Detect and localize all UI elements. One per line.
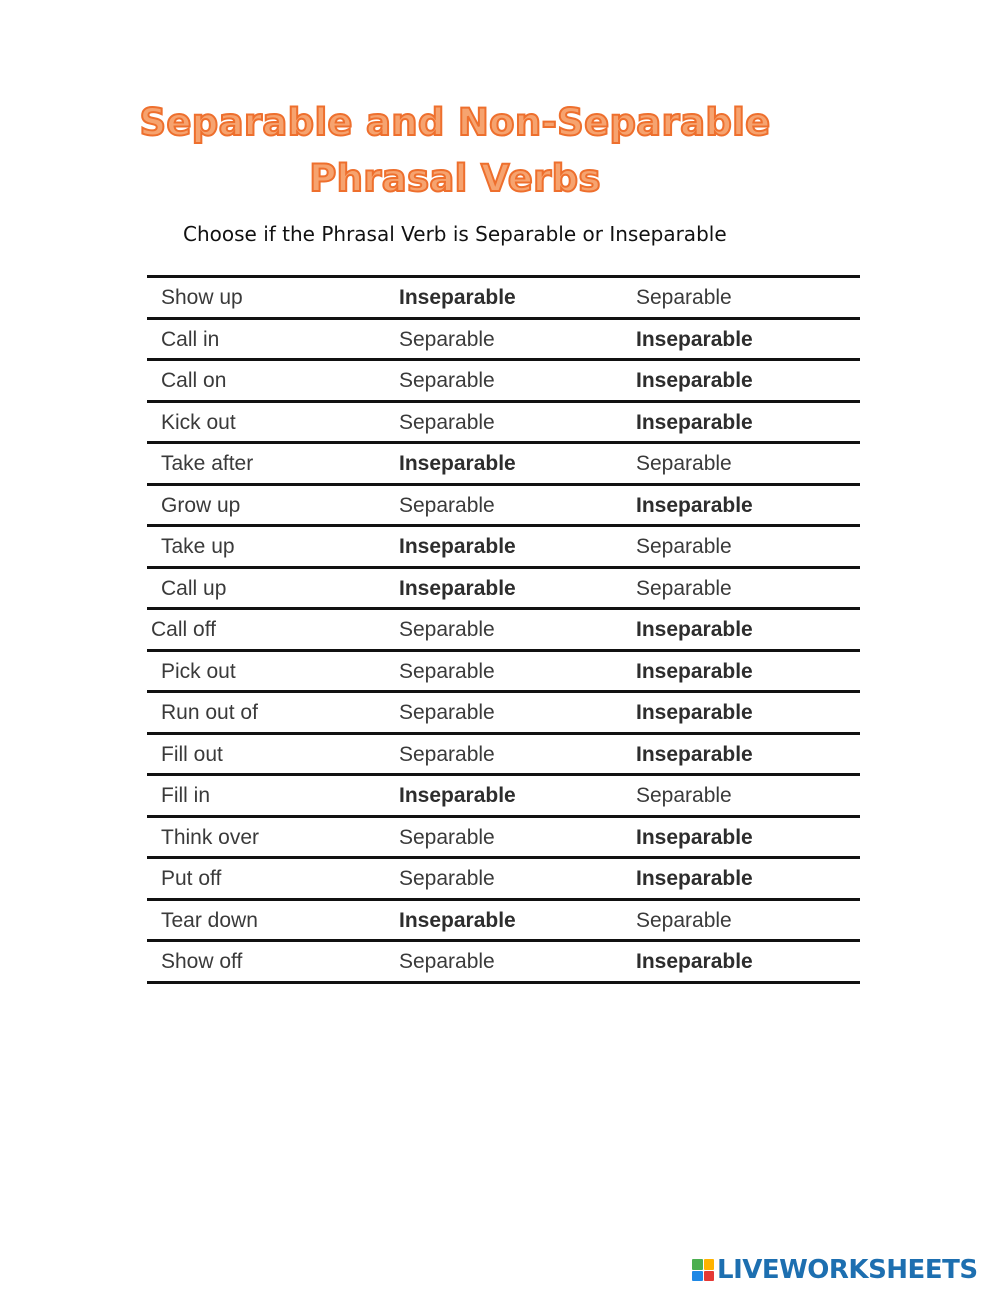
table-row [147,693,860,735]
phrasal-verb-table [147,275,860,984]
table-row [147,818,860,860]
option-1-choice[interactable]: Separable [399,493,495,517]
verb-cell: Kick out [161,410,236,434]
option-2-choice[interactable]: Separable [636,908,732,932]
verb-cell: Call in [161,327,220,351]
option-1-choice[interactable]: Separable [399,825,495,849]
page-title-line-2: Phrasal Verbs [309,157,601,200]
table-row [147,735,860,777]
instruction-text: Choose if the Phrasal Verb is Separable or Inseparable [183,222,727,246]
option-1-choice[interactable]: Separable [399,701,495,724]
table-row [147,486,860,528]
option-2-choice[interactable]: Inseparable [636,369,753,392]
option-1-choice[interactable]: Separable [399,327,495,351]
option-1-choice[interactable]: Separable [399,618,495,641]
option-2-choice[interactable]: Separable [636,535,732,558]
option-2-choice[interactable]: Inseparable [636,410,753,434]
table-row [147,569,860,611]
option-2-choice[interactable]: Inseparable [636,867,753,890]
option-1-choice[interactable]: Separable [399,950,495,973]
option-1-choice[interactable]: Separable [399,659,495,683]
option-2-choice[interactable]: Inseparable [636,493,753,517]
table-row [147,652,860,694]
liveworksheets-logo [692,1255,978,1285]
option-2-choice[interactable]: Separable [636,452,732,475]
option-2-choice[interactable]: Inseparable [636,327,753,351]
table-row [147,278,860,320]
table-row [147,776,860,818]
verb-cell: Call off [151,618,216,641]
option-1-choice[interactable]: Separable [399,410,495,434]
verb-cell: Put off [161,867,222,890]
liveworksheets-logo-icon [692,1259,714,1281]
option-1-choice[interactable]: Inseparable [399,452,516,475]
table-row [147,527,860,569]
option-1-choice[interactable]: Inseparable [399,576,516,600]
option-1-choice[interactable]: Separable [399,867,495,890]
verb-cell: Pick out [161,659,236,683]
option-1-choice[interactable]: Separable [399,742,495,766]
verb-cell: Tear down [161,908,258,932]
verb-cell: Fill out [161,742,223,766]
table-row [147,320,860,362]
option-2-choice[interactable]: Separable [636,576,732,600]
option-1-choice[interactable]: Inseparable [399,535,516,558]
verb-cell: Think over [161,825,260,849]
verb-cell: Call up [161,576,227,600]
logo-text: LIVEWORKSHEETS [717,1255,978,1285]
table-row [147,942,860,984]
option-2-choice[interactable]: Separable [636,286,732,309]
option-2-choice[interactable]: Inseparable [636,742,753,766]
table-row [147,403,860,445]
page-title-line-1: Separable and Non-Separable [139,101,771,144]
option-2-choice[interactable]: Inseparable [636,950,753,973]
verb-cell: Grow up [161,493,241,517]
table-row [147,444,860,486]
table-row [147,610,860,652]
verb-cell: Show up [161,286,243,309]
option-1-choice[interactable]: Separable [399,369,495,392]
verb-cell: Show off [161,950,243,973]
table-row [147,901,860,943]
table-row [147,361,860,403]
option-1-choice[interactable]: Inseparable [399,908,516,932]
table-row [147,859,860,901]
verb-cell: Take after [161,452,254,475]
option-2-choice[interactable]: Inseparable [636,825,753,849]
verb-cell: Fill in [161,784,211,807]
option-2-choice[interactable]: Inseparable [636,701,753,724]
option-1-choice[interactable]: Inseparable [399,286,516,309]
verb-cell: Call on [161,369,227,392]
option-2-choice[interactable]: Inseparable [636,659,753,683]
option-2-choice[interactable]: Inseparable [636,618,753,641]
option-1-choice[interactable]: Inseparable [399,784,516,807]
verb-cell: Take up [161,535,235,558]
verb-cell: Run out of [161,701,258,724]
option-2-choice[interactable]: Separable [636,784,732,807]
